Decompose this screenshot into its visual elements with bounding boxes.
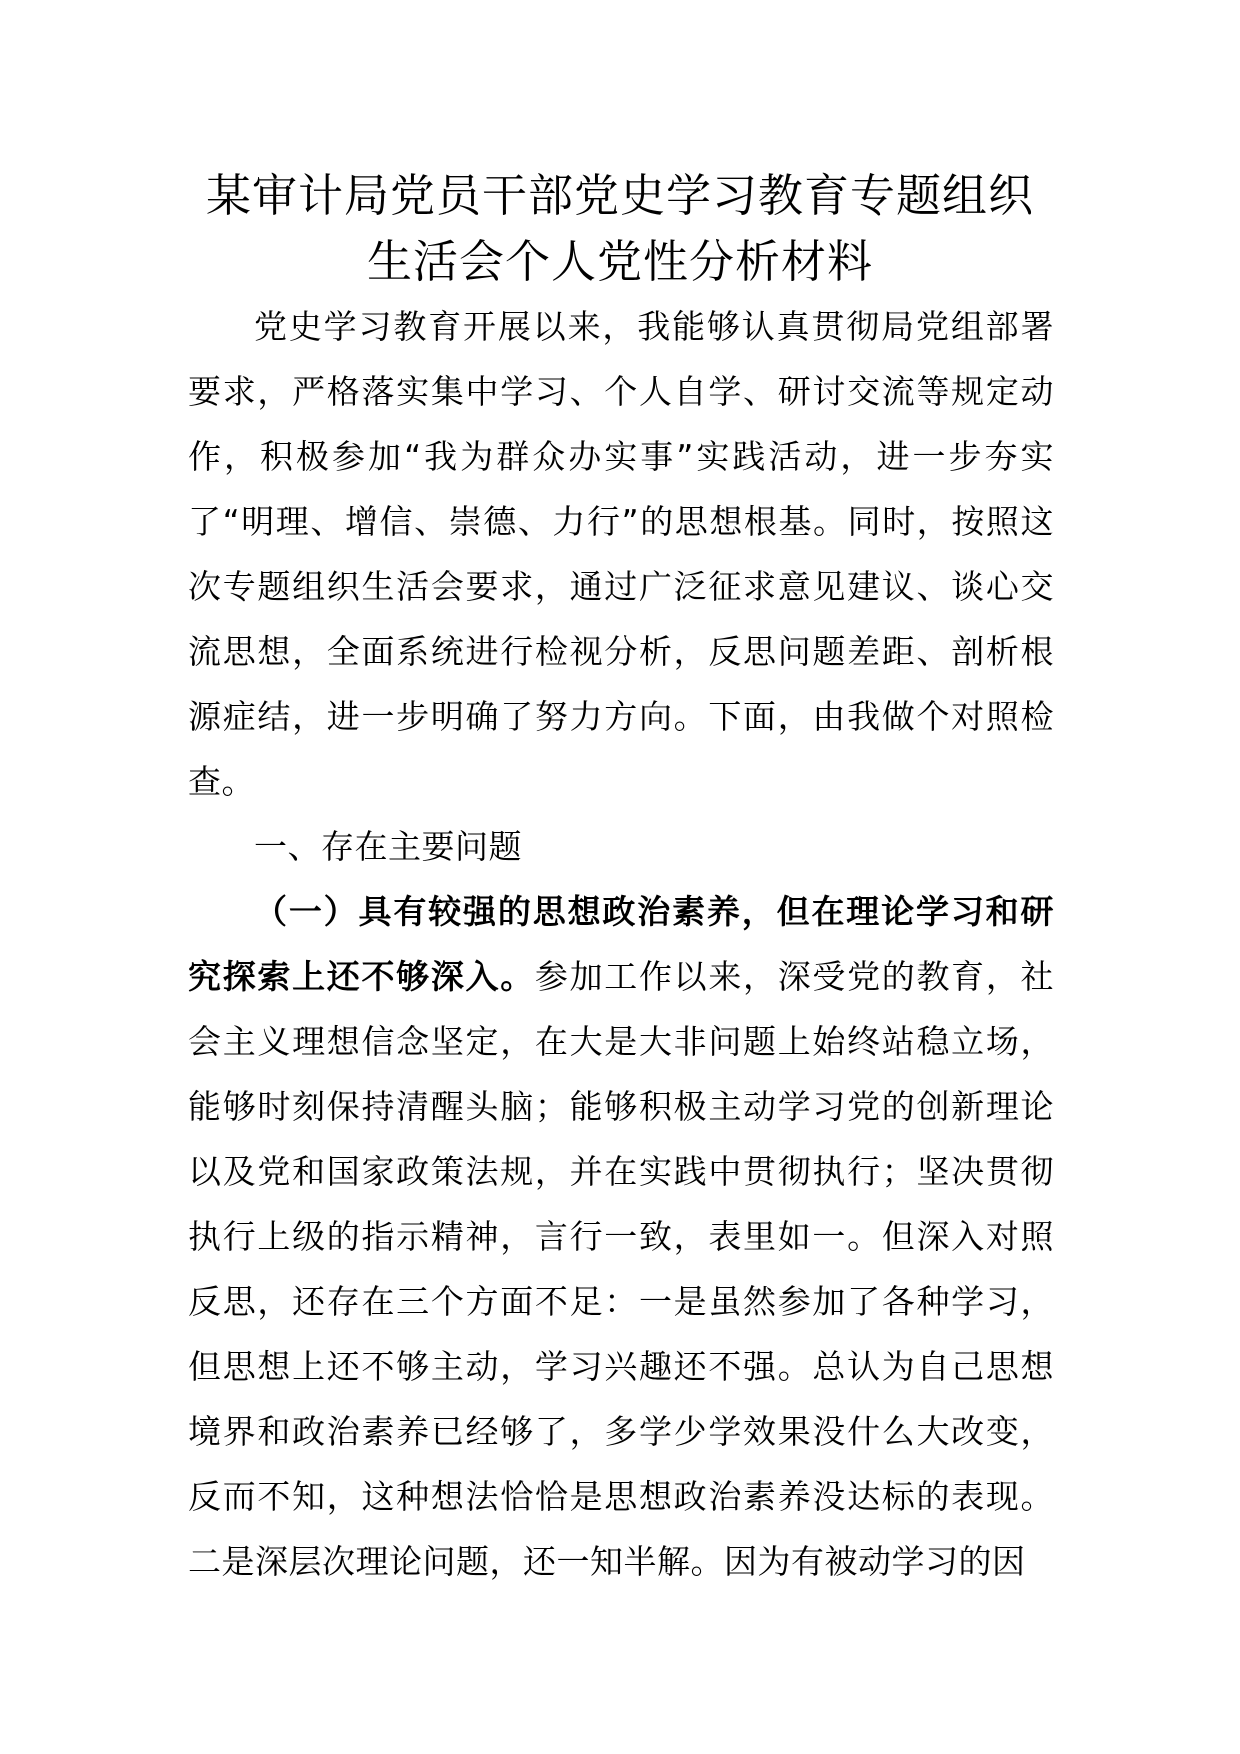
subsection-1-paragraph (188, 879, 1054, 1594)
subsection-1-body: 参加工作以来，深受党的教育，社会主义理想信念坚定，在大是大非问题上始终站稳立场，能够时刻保持清醒头脑；能够积极主动学习党的创新理论以及党和国家政策法规，并在实践中贯彻执行；坚决贯彻执行上级的指示精神，言行一致，表里如一。但深入对照反思，还存在三个方面不足：一是虽然参加了各种学习，但思想上还不够主动，学习兴趣还不强。总认为自己思想境界和政治素养已经够了，多学少学效果没什么大改变，反而不知，这种想法恰恰是思想政治素养没达标的表现。二是深层次理论问题，还一知半解。因为有被动学习的因 (188, 957, 1054, 1581)
section-heading: 一、存在主要问题 (254, 827, 522, 866)
subsection-1-heading: （一）具有较强的思想政治素养，但在理论学习和研究探索上还不够深入。 (188, 892, 1054, 996)
document-title-line-1: 某审计局党员干部党史学习教育专题组织 (205, 169, 1034, 222)
document-body (188, 294, 1054, 1594)
intro-paragraph: 党史学习教育开展以来，我能够认真贯彻局党组部署要求，严格落实集中学习、个人自学、研讨交流等规定动作，积极参加“我为群众办实事”实践活动，进一步夯实了“明理、增信、崇德、力行”的思想根基。同时，按照这次专题组织生活会要求，通过广泛征求意见建议、谈心交流思想，全面系统进行检视分析，反思问题差距、剖析根源症结，进一步明确了努力方向。下面，由我做个对照检查。 (188, 307, 1054, 801)
document-title-line-2: 生活会个人党性分析材料 (366, 235, 873, 288)
